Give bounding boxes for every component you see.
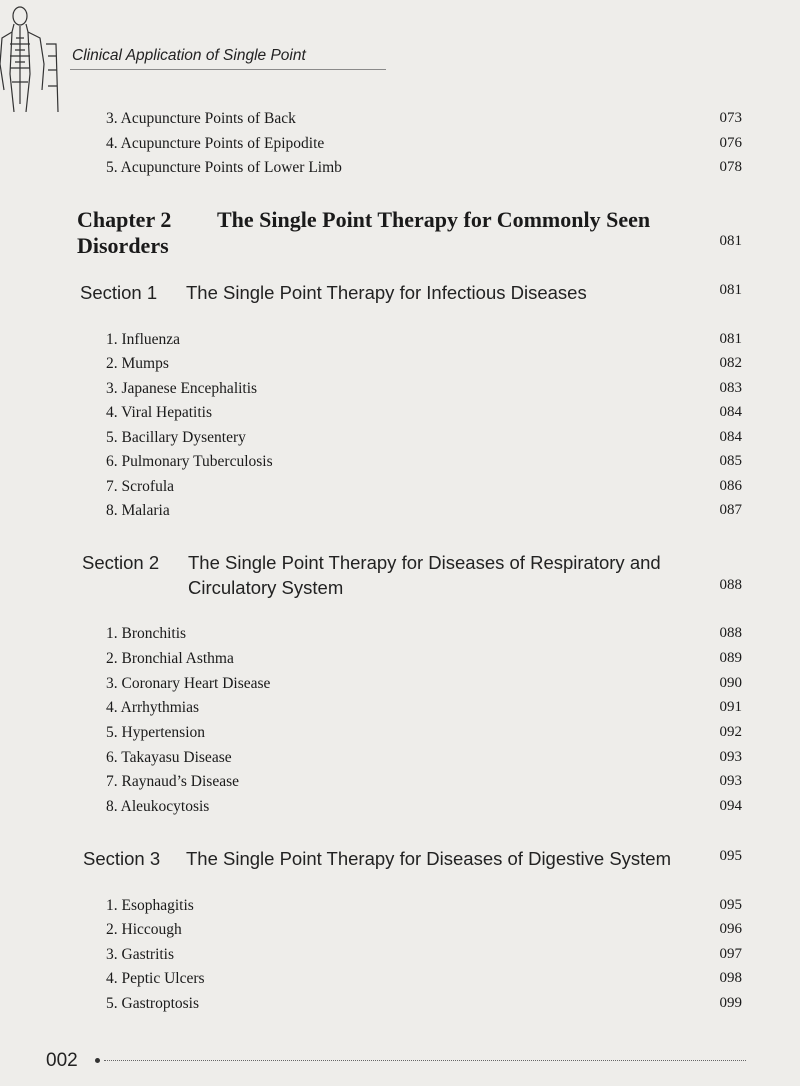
- section-heading-text: [80, 280, 706, 305]
- toc-entry-label: 7. Scrofula: [106, 478, 175, 495]
- toc-entry-page: 094: [719, 798, 742, 814]
- page-number: 002: [46, 1050, 78, 1071]
- toc-entry-label: 1. Bronchitis: [106, 625, 187, 642]
- toc-entry-label: 5. Gastroptosis: [106, 995, 199, 1012]
- toc-entry-page: 085: [719, 453, 742, 469]
- toc-entry-page: 093: [719, 749, 742, 765]
- toc-entry-label: 6. Pulmonary Tuberculosis: [106, 453, 273, 470]
- toc-entry-page: 087: [719, 502, 742, 518]
- chapter-page: 081: [719, 233, 742, 249]
- toc-entry-page: 082: [719, 355, 742, 371]
- section-title: The Single Point Therapy for Diseases of Respiratory and Circulatory System: [188, 552, 661, 598]
- toc-entry-page: 086: [719, 478, 742, 494]
- section-number: Section 1: [80, 282, 158, 303]
- toc-entry-label: 6. Takayasu Disease: [106, 749, 232, 766]
- toc-entry-label: 3. Gastritis: [106, 946, 175, 963]
- toc-entry-label: 1. Esophagitis: [106, 897, 194, 914]
- toc-entry-page: 089: [719, 650, 742, 666]
- toc-entry-page: 093: [719, 773, 742, 789]
- toc-entry-label: 2. Mumps: [106, 355, 169, 372]
- toc-entry-label: 8. Aleukocytosis: [106, 798, 210, 815]
- toc-entry-page: 076: [719, 135, 742, 151]
- toc-entry-page: 084: [719, 404, 742, 420]
- section-number: Section 2: [82, 552, 160, 573]
- toc-entry-page: 092: [719, 724, 742, 740]
- header-rule: [70, 69, 386, 70]
- chapter-number: Chapter 2: [77, 207, 172, 232]
- section-number: Section 3: [83, 848, 161, 869]
- toc-entry-label: 8. Malaria: [106, 502, 170, 519]
- toc-entry-page: 081: [719, 331, 742, 347]
- toc-entry-page: 078: [719, 159, 742, 175]
- toc-entry-page: 088: [719, 625, 742, 641]
- toc-entry-page: 099: [719, 995, 742, 1011]
- chapter-title: The Single Point Therapy for Commonly Seen Disorders: [77, 207, 651, 258]
- toc-entry-page: 097: [719, 946, 742, 962]
- section-heading-text: [82, 550, 688, 600]
- running-header-title: Clinical Application of Single Point: [72, 47, 306, 64]
- toc-entry-page: 095: [719, 897, 742, 913]
- toc-entry-label: 5. Bacillary Dysentery: [106, 429, 246, 446]
- toc-entry-page: 091: [719, 699, 742, 715]
- toc-entry-label: 1. Influenza: [106, 331, 181, 348]
- footer-dotted-rule: [104, 1060, 746, 1061]
- section-page: 095: [719, 848, 742, 864]
- section-title: The Single Point Therapy for Diseases of Digestive System: [186, 848, 671, 869]
- toc-entry-label: 5. Acupuncture Points of Lower Limb: [106, 159, 342, 176]
- toc-entry-label: 3. Coronary Heart Disease: [106, 675, 271, 692]
- toc-entry-label: 3. Acupuncture Points of Back: [106, 110, 296, 127]
- toc-entry-label: 7. Raynaud’s Disease: [106, 773, 240, 790]
- anatomy-figure-icon: [0, 4, 60, 112]
- section-heading-text: [83, 846, 706, 871]
- toc-entry-label: 3. Japanese Encephalitis: [106, 380, 258, 397]
- footer-bullet: [95, 1058, 100, 1063]
- toc-entry-page: 098: [719, 970, 742, 986]
- toc-entry-label: 5. Hypertension: [106, 724, 206, 741]
- toc-entry-label: 4. Peptic Ulcers: [106, 970, 205, 987]
- toc-entry-label: 4. Acupuncture Points of Epipodite: [106, 135, 325, 152]
- toc-entry-page: 096: [719, 921, 742, 937]
- toc-entry-page: 084: [719, 429, 742, 445]
- toc-entry-label: 2. Bronchial Asthma: [106, 650, 234, 667]
- toc-entry-label: 4. Viral Hepatitis: [106, 404, 212, 421]
- toc-entry-page: 083: [719, 380, 742, 396]
- toc-entry-page: 073: [719, 110, 742, 126]
- toc-entry-label: 4. Arrhythmias: [106, 699, 199, 716]
- section-page: 088: [719, 577, 742, 593]
- section-page: 081: [719, 282, 742, 298]
- toc-entry-page: 090: [719, 675, 742, 691]
- section-title: The Single Point Therapy for Infectious Diseases: [186, 282, 587, 303]
- chapter-heading-text: [77, 207, 697, 259]
- toc-entry-label: 2. Hiccough: [106, 921, 182, 938]
